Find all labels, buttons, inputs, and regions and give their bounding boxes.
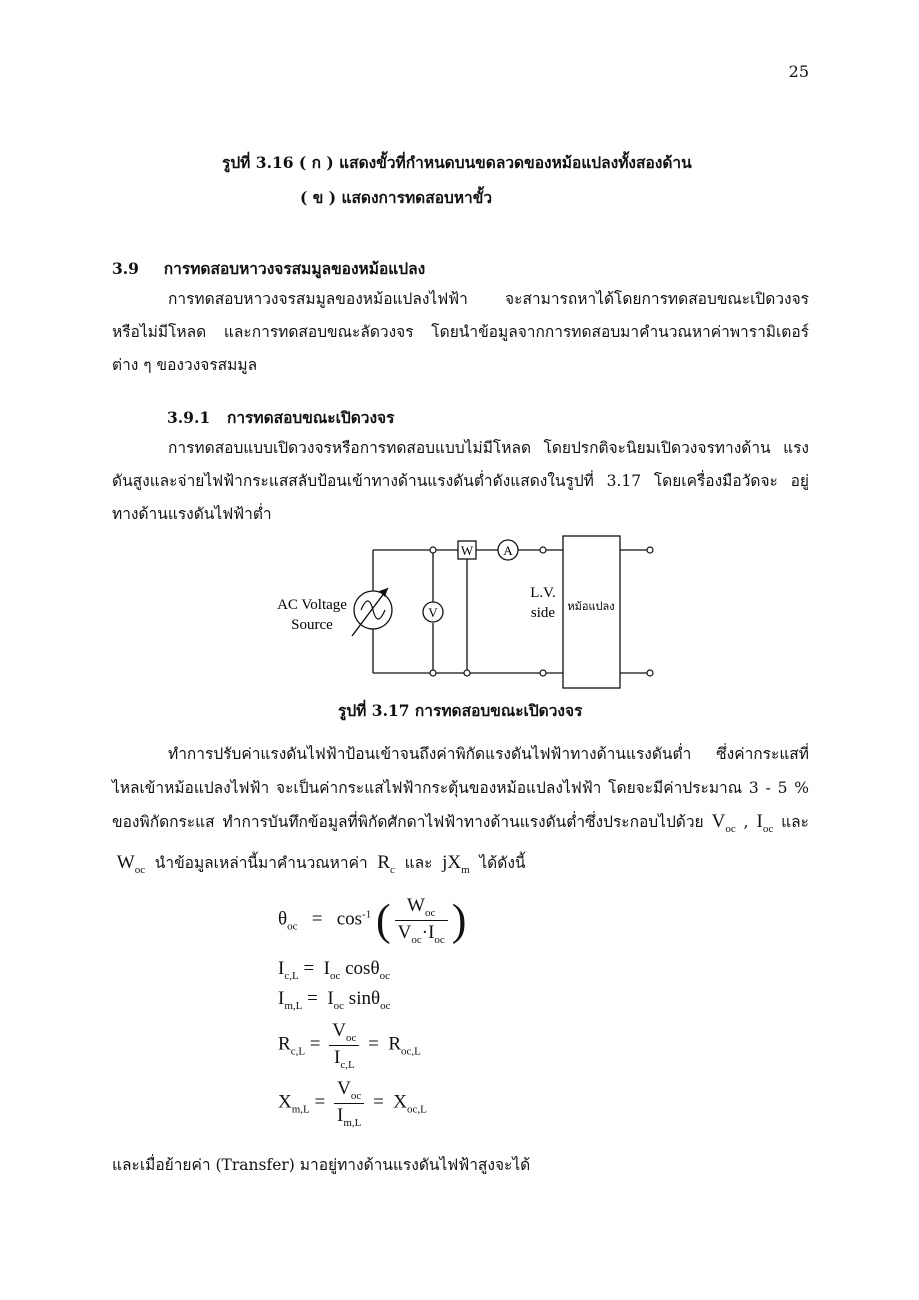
math-ioc: $I_{oc}$	[756, 811, 774, 835]
section-3-9-heading	[112, 256, 425, 281]
terminal-node	[540, 670, 546, 676]
section-3-9-1-paragraph: การทดสอบแบบเปิดวงจรหรือการทดสอบแบบไม่มีโหลด โดยปรกติจะนิยมเปิดวงจรทางด้าน แรงดันสูงและจ่ายไฟฟ้ากระแสสลับป้อนเข้าทางด้านแรงดันต่ำดังแสดงในรูปที่ 3.17 โดยเครื่องมือวัดจะ อยู่ทางด้านแรงดันไฟฟ้าต่ำ	[112, 439, 809, 523]
equation-iml: $I_{m,L} = I_{oc}$ sinθ$_{oc}$	[278, 988, 391, 1012]
section-number: 3.9	[112, 259, 139, 278]
fraction-woc-over-voc-ioc: $\frac{W_{oc}}{V_{oc}\cdot I_{oc}}$	[395, 895, 448, 946]
eq-x-symbol: X	[278, 1091, 292, 1113]
section-3-9-1-heading	[167, 405, 394, 430]
junction-node	[430, 670, 436, 676]
subsection-number: 3.9.1	[167, 408, 211, 427]
calc-text: นำข้อมูลเหล่านี้มาคำนวณหาค่า	[154, 853, 368, 872]
section-title: การทดสอบหาวงจรสมมูลของหม้อแปลง	[163, 259, 426, 278]
ammeter-label: A	[503, 543, 513, 558]
follows-text: ได้ดังนี้	[479, 853, 526, 872]
comma-sep: ,	[743, 813, 749, 831]
equation-xml: $X_{m,L}$ = $\frac{V_{oc}}{I_{m,L}}$ = $X_{oc,L}$	[278, 1078, 427, 1129]
and-word-2: และ	[404, 853, 433, 872]
eq-i-symbol: I	[278, 958, 285, 979]
figure-316-caption-line1: รูปที่ 3.16 ( ก ) แสดงขั้วที่กำหนดบนขดลวดของหม้อแปลงทั้งสองด้าน	[222, 153, 692, 172]
figure-317-circuit	[260, 530, 670, 700]
math-jxm: $jX_m$	[437, 851, 470, 876]
output-terminal	[647, 670, 653, 676]
section-3-9-paragraph: การทดสอบหาวงจรสมมูลของหม้อแปลงไฟฟ้า จะสามารถหาได้โดยการทดสอบขณะเปิดวงจร หรือไม่มีโหลด และการทดสอบขณะลัดวงจร โดยนำข้อมูลจากการทดสอบมาคำนวณหาค่าพารามิเตอร์ ต่าง ๆ ของวงจรสมมูล	[112, 290, 809, 374]
math-voc: $V_{oc}$	[711, 811, 736, 835]
junction-node	[430, 547, 436, 553]
math-rc: $R_c$	[372, 851, 395, 876]
source-label-2: Source	[291, 617, 333, 633]
equation-theta-oc: $\theta_{oc} = \cos^{-1}$ ( $\frac{W_{oc}}{V_{oc}\cdot I_{oc}}$ )	[278, 895, 467, 946]
output-terminal	[647, 547, 653, 553]
voltmeter-label: V	[428, 605, 438, 620]
page-number: 25	[788, 62, 809, 81]
figure-316-caption-line2: ( ข ) แสดงการทดสอบหาขั้ว	[300, 188, 493, 207]
fraction-voc-over-iml: $\frac{V_{oc}}{I_{m,L}}$	[334, 1078, 364, 1129]
equation-icl: $I_{c,L} = I_{oc}$ cosθ$_{oc}$	[278, 958, 390, 982]
wire-output	[620, 550, 647, 673]
eq-theta-symbol: θ	[278, 908, 288, 930]
terminal-node	[540, 547, 546, 553]
source-label-1: AC Voltage	[277, 597, 347, 613]
transformer-label: หม้อแปลง	[567, 601, 615, 613]
math-woc: $W_{oc}$	[112, 851, 146, 876]
lv-label-2: side	[530, 605, 556, 621]
eq-inverse-exp: -1	[362, 908, 372, 921]
fraction-voc-over-icl: $\frac{V_{oc}}{I_{c,L}}$	[329, 1020, 359, 1071]
wattmeter-label: W	[460, 543, 474, 558]
ac-source-symbol	[352, 588, 392, 636]
eq-cos-fn: cos	[336, 908, 363, 930]
eq-r-symbol: R	[278, 1033, 291, 1055]
lv-label-1: L.V.	[530, 585, 556, 601]
equation-rcl: $R_{c,L}$ = $\frac{V_{oc}}{I_{c,L}}$ = $R_{oc,L}$	[278, 1020, 421, 1071]
eq-i-symbol: I	[278, 988, 285, 1009]
subsection-title: การทดสอบขณะเปิดวงจร	[226, 408, 395, 427]
paragraph-text: ทำการปรับค่าแรงดันไฟฟ้าป้อนเข้าจนถึงค่าพิกัดแรงดันไฟฟ้าทางด้านแรงดันต่ำ ซึ่งค่ากระแสที่ ไหลเข้าหม้อแปลงไฟฟ้า จะเป็นค่ากระแสไฟฟ้ากระตุ้นของหม้อแปลงไฟฟ้า โดยจะมีค่าประมาณ 3 - 5 % ของพิกัดกระแส ทำการบันทึกข้อมูลที่พิกัดศักดาไฟฟ้าทางด้านแรงดันต่ำซึ่งประกอบไปด้วย	[112, 745, 809, 831]
closing-text: และเมื่อย้ายค่า (Transfer) มาอยู่ทางด้านแรงดันไฟฟ้าสูงจะได้	[112, 1156, 531, 1174]
paragraph-open-circuit-procedure	[112, 737, 809, 887]
and-word: และ	[781, 813, 809, 831]
figure-317-caption: รูปที่ 3.17 การทดสอบขณะเปิดวงจร	[338, 701, 583, 720]
junction-node	[464, 670, 470, 676]
